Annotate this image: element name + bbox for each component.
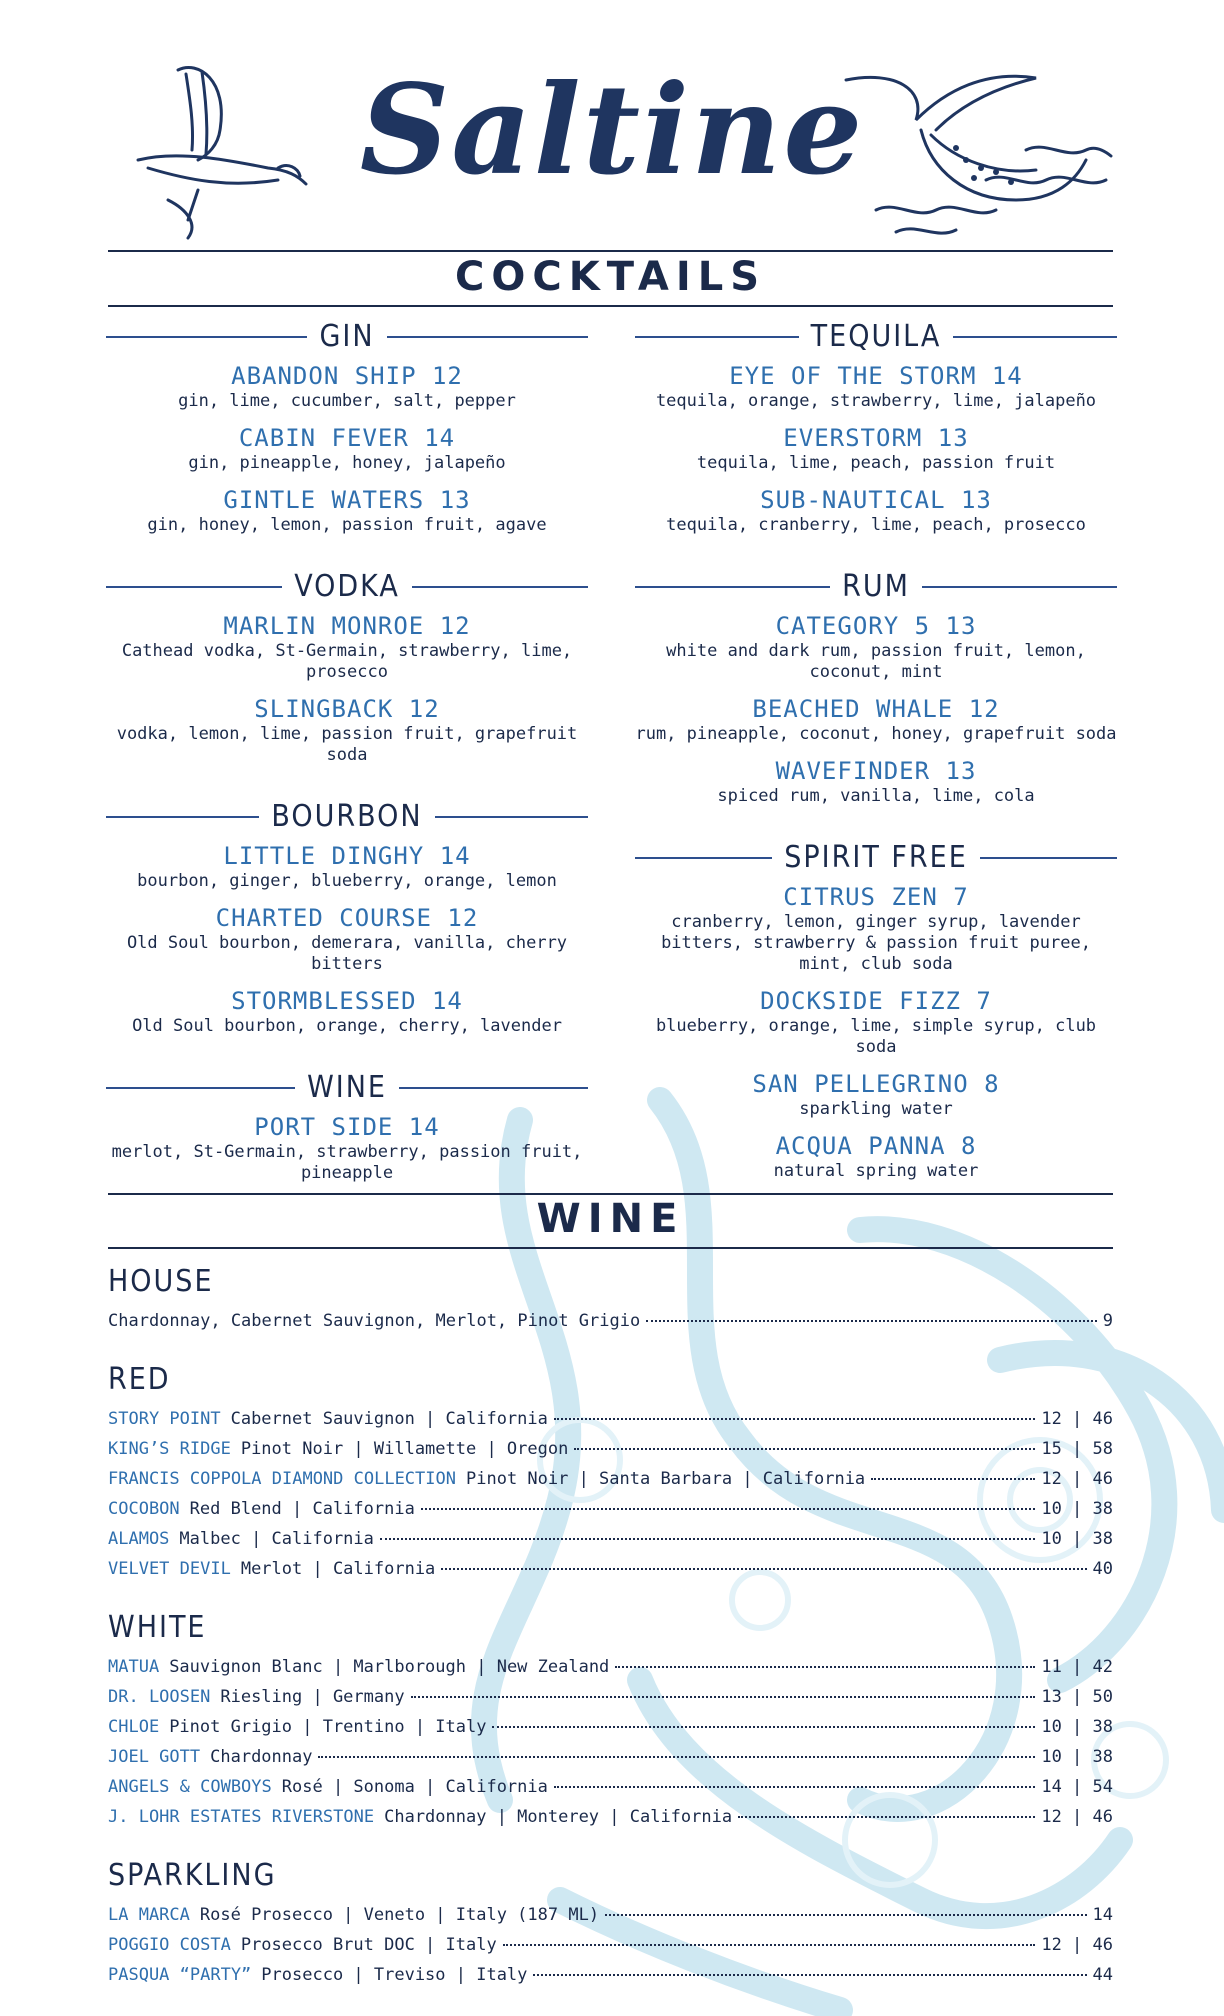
divider <box>108 1247 1113 1249</box>
wine-price: 10 | 38 <box>1041 1747 1113 1767</box>
wine-row <box>108 1960 1113 1990</box>
menu-item <box>106 904 588 975</box>
category-spirit-free <box>635 839 1117 1182</box>
wine-group-white <box>108 1608 1113 1832</box>
drink-description: Old Soul bourbon, orange, cherry, lavender <box>132 1016 562 1036</box>
wine-row <box>108 1772 1113 1802</box>
wine-detail: Cabernet Sauvignon | California <box>230 1409 548 1429</box>
category-bourbon <box>106 798 588 1037</box>
wine-group-title: SPARKLING <box>108 1858 277 1893</box>
wine-producer: J. LOHR ESTATES RIVERSTONE <box>108 1807 375 1827</box>
drink-name: WAVEFINDER 13 <box>775 757 977 785</box>
wine-detail: Chardonnay, Cabernet Sauvignon, Merlot, Pinot Grigio <box>108 1311 641 1331</box>
wine-detail: Prosecco | Treviso | Italy <box>261 1965 528 1985</box>
wine-producer: KING’S RIDGE <box>108 1439 231 1459</box>
wine-price: 12 | 46 <box>1041 1469 1113 1489</box>
drink-name: EVERSTORM 13 <box>783 424 969 452</box>
wine-price: 11 | 42 <box>1041 1657 1113 1677</box>
wine-row <box>108 1930 1113 1960</box>
menu-item <box>635 486 1117 536</box>
menu-item <box>635 362 1117 412</box>
wine-producer: DR. LOOSEN <box>108 1687 211 1707</box>
wine-producer: CHLOE <box>108 1717 160 1737</box>
menu-item <box>106 486 588 536</box>
brand-logo: Saltine <box>359 58 865 203</box>
menu-item <box>106 1113 588 1184</box>
wine-detail: Pinot Grigio | Trentino | Italy <box>169 1717 487 1737</box>
cocktails-left-column <box>106 318 588 1196</box>
drink-description: spiced rum, vanilla, lime, cola <box>717 786 1035 806</box>
category-rum <box>635 568 1117 807</box>
category-label: SPIRIT FREE <box>784 840 968 875</box>
menu-item <box>106 612 588 683</box>
wine-price: 12 | 46 <box>1041 1409 1113 1429</box>
drink-name: CABIN FEVER 14 <box>238 424 456 452</box>
wine-row <box>108 1742 1113 1772</box>
wine-producer: STORY POINT <box>108 1409 221 1429</box>
wine-price: 10 | 38 <box>1041 1717 1113 1737</box>
wine-detail: Chardonnay | Monterey | California <box>384 1807 733 1827</box>
wine-detail: Sauvignon Blanc | Marlborough | New Zealand <box>169 1657 610 1677</box>
wine-group-sparkling <box>108 1856 1113 1990</box>
drink-name: ABANDON SHIP 12 <box>231 362 463 390</box>
drink-name: ACQUA PANNA 8 <box>775 1132 977 1160</box>
wine-row <box>108 1900 1113 1930</box>
wine-price: 9 <box>1102 1311 1113 1331</box>
drink-description: white and dark rum, passion fruit, lemon, coconut, mint <box>666 641 1086 682</box>
mermaid-tail-icon <box>836 60 1116 240</box>
wine-price: 15 | 58 <box>1041 1439 1113 1459</box>
drink-name: CITRUS ZEN 7 <box>783 883 969 911</box>
drink-name: EYE OF THE STORM 14 <box>729 362 1023 390</box>
category-tequila <box>635 318 1117 536</box>
menu-item <box>106 424 588 474</box>
wine-price: 12 | 46 <box>1041 1935 1113 1955</box>
drink-description: tequila, lime, peach, passion fruit <box>696 453 1056 473</box>
wine-title: WINE <box>536 1196 685 1242</box>
wine-detail: Pinot Noir | Willamette | Oregon <box>240 1439 569 1459</box>
wine-list <box>108 1262 1113 2014</box>
category-label: GIN <box>319 319 375 354</box>
drink-description: merlot, St-Germain, strawberry, passion fruit, pineapple <box>111 1142 583 1183</box>
category-label: BOURBON <box>271 799 423 834</box>
wine-row <box>108 1652 1113 1682</box>
drink-description: tequila, orange, strawberry, lime, jalapeño <box>655 391 1097 411</box>
drink-name: SUB-NAUTICAL 13 <box>760 486 992 514</box>
drink-description: Old Soul bourbon, demerara, vanilla, cherry bitters <box>126 933 568 974</box>
menu-item <box>106 987 588 1037</box>
wine-group-title: WHITE <box>108 1610 207 1645</box>
menu-item <box>635 1132 1117 1182</box>
drink-description: gin, pineapple, honey, jalapeño <box>188 453 506 473</box>
wine-detail: Malbec | California <box>179 1529 374 1549</box>
wine-row <box>108 1712 1113 1742</box>
divider <box>108 305 1113 307</box>
drink-description: Cathead vodka, St-Germain, strawberry, lime, prosecco <box>121 641 573 682</box>
wine-price: 44 <box>1092 1965 1113 1985</box>
drink-description: sparkling water <box>799 1099 953 1119</box>
drink-description: tequila, cranberry, lime, peach, prosecco <box>666 515 1086 535</box>
wine-producer: JOEL GOTT <box>108 1747 201 1767</box>
menu-item <box>635 1070 1117 1120</box>
wine-producer: ALAMOS <box>108 1529 170 1549</box>
wine-row <box>108 1434 1113 1464</box>
drink-name: PORT SIDE 14 <box>254 1113 440 1141</box>
category-label: VODKA <box>294 569 400 604</box>
wine-producer: PASQUA “PARTY” <box>108 1965 252 1985</box>
drink-name: BEACHED WHALE 12 <box>752 695 1000 723</box>
wine-producer: POGGIO COSTA <box>108 1935 231 1955</box>
category-vodka <box>106 568 588 766</box>
drink-name: MARLIN MONROE 12 <box>223 612 471 640</box>
drink-name: SAN PELLEGRINO 8 <box>752 1070 1000 1098</box>
wine-producer: COCOBON <box>108 1499 180 1519</box>
menu-item <box>635 612 1117 683</box>
category-label: WINE <box>307 1070 387 1105</box>
wine-group-title: HOUSE <box>108 1264 214 1299</box>
menu-item <box>635 757 1117 807</box>
drink-description: rum, pineapple, coconut, honey, grapefruit soda <box>635 724 1117 744</box>
wine-detail: Rosé | Sonoma | California <box>281 1777 548 1797</box>
wine-row <box>108 1464 1113 1494</box>
wine-row <box>108 1524 1113 1554</box>
wine-detail: Merlot | California <box>240 1559 436 1579</box>
cocktails-title: COCKTAILS <box>454 254 767 300</box>
wine-price: 14 <box>1092 1905 1113 1925</box>
wine-detail: Rosé Prosecco | Veneto | Italy (187 ML) <box>199 1905 600 1925</box>
wine-group-title: RED <box>108 1362 171 1397</box>
category-gin <box>106 318 588 536</box>
drink-description: gin, honey, lemon, passion fruit, agave <box>147 515 547 535</box>
drink-name: CHARTED COURSE 12 <box>215 904 479 932</box>
category-wine-cocktail <box>106 1069 588 1184</box>
menu-item <box>635 987 1117 1058</box>
divider <box>108 250 1113 252</box>
wine-detail: Pinot Noir | Santa Barbara | California <box>466 1469 866 1489</box>
menu-item <box>635 883 1117 975</box>
drink-name: LITTLE DINGHY 14 <box>223 842 471 870</box>
drink-name: STORMBLESSED 14 <box>231 987 463 1015</box>
menu-item <box>635 695 1117 745</box>
wine-row <box>108 1404 1113 1434</box>
drink-description: blueberry, orange, lime, simple syrup, club soda <box>655 1016 1097 1057</box>
drink-description: natural spring water <box>773 1161 979 1181</box>
cocktails-right-column <box>635 318 1117 1194</box>
drink-name: GINTLE WATERS 13 <box>223 486 471 514</box>
wine-producer: FRANCIS COPPOLA DIAMOND COLLECTION <box>108 1469 456 1489</box>
wine-row <box>108 1682 1113 1712</box>
wine-row <box>108 1494 1113 1524</box>
wine-group-house <box>108 1262 1113 1336</box>
category-label: TEQUILA <box>810 319 942 354</box>
drink-name: CATEGORY 5 13 <box>775 612 977 640</box>
wine-detail: Prosecco Brut DOC | Italy <box>240 1935 497 1955</box>
drink-description: bourbon, ginger, blueberry, orange, lemon <box>137 871 557 891</box>
wine-producer: ANGELS & COWBOYS <box>108 1777 272 1797</box>
menu-item <box>106 362 588 412</box>
wine-producer: VELVET DEVIL <box>108 1559 231 1579</box>
wine-price: 13 | 50 <box>1041 1687 1113 1707</box>
wine-detail: Chardonnay <box>210 1747 313 1767</box>
menu-item <box>106 842 588 892</box>
drink-description: cranberry, lemon, ginger syrup, lavender bitters, strawberry & passion fruit puree, mint, club soda <box>661 912 1091 974</box>
header <box>108 40 1116 240</box>
drink-name: SLINGBACK 12 <box>254 695 440 723</box>
wine-detail: Riesling | Germany <box>220 1687 405 1707</box>
wine-price: 12 | 46 <box>1041 1807 1113 1827</box>
drink-description: vodka, lemon, lime, passion fruit, grapefruit soda <box>116 724 578 765</box>
wine-row <box>108 1306 1113 1336</box>
wine-row <box>108 1554 1113 1584</box>
divider <box>108 1193 1113 1195</box>
menu-item <box>106 695 588 766</box>
wine-producer: MATUA <box>108 1657 160 1677</box>
wine-price: 14 | 54 <box>1041 1777 1113 1797</box>
drink-name: DOCKSIDE FIZZ 7 <box>760 987 992 1015</box>
wine-row <box>108 1802 1113 1832</box>
menu-item <box>635 424 1117 474</box>
drink-description: gin, lime, cucumber, salt, pepper <box>178 391 516 411</box>
wine-price: 10 | 38 <box>1041 1499 1113 1519</box>
category-label: RUM <box>842 569 910 604</box>
wine-detail: Red Blend | California <box>189 1499 415 1519</box>
wine-producer: LA MARCA <box>108 1905 190 1925</box>
wine-price: 40 <box>1092 1559 1113 1579</box>
wine-price: 10 | 38 <box>1041 1529 1113 1549</box>
wine-group-red <box>108 1360 1113 1584</box>
